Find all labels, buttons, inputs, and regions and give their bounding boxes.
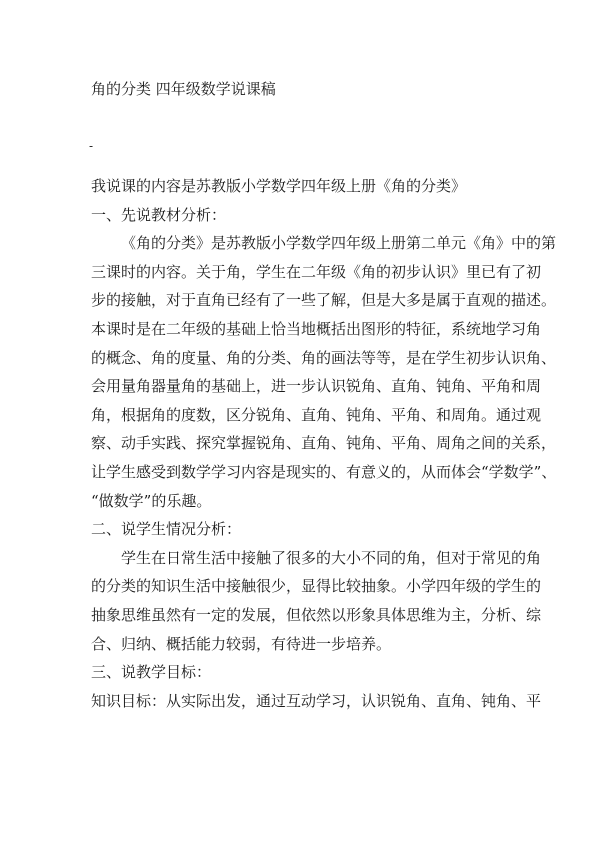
- paragraph-line: 角，根据角的度数，区分锐角、直角、钝角、平角、和周角。通过观: [91, 405, 542, 424]
- document-title: 角的分类 四年级数学说课稿: [91, 80, 276, 98]
- paragraph-line: 的分类的知识生活中接触很少，显得比较抽象。小学四年级的学生的: [91, 577, 542, 596]
- paragraph-line: 的概念、角的度量、角的分类、角的画法等等，是在学生初步认识角、: [91, 348, 557, 367]
- paragraph-textbook-analysis: [91, 229, 557, 515]
- paragraph-line: 抽象思维虽然有一定的发展，但依然以形象具体思维为主，分析、综: [91, 605, 542, 624]
- paragraph-line: 合、归纳、概括能力较弱，有待进一步培养。: [91, 634, 392, 653]
- section-heading-student-analysis: 二、说学生情况分析：: [91, 520, 242, 539]
- paragraph-line: 知识目标：从实际出发，通过互动学习，认识锐角、直角、钝角、平: [91, 691, 542, 710]
- paragraph-student-analysis: [91, 544, 542, 658]
- paragraph-teaching-goals: [91, 687, 542, 716]
- paragraph-line: 本课时是在二年级的基础上恰当地概括出图形的特征，系统地学习角: [91, 319, 542, 338]
- section-heading-teaching-goals: 三、说教学目标：: [91, 663, 212, 682]
- paragraph-line: 让学生感受到数学学习内容是现实的、有意义的，从而体会“学数学”、: [91, 462, 557, 481]
- paragraph-line: 会用量角器量角的基础上，进一步认识锐角、直角、钝角、平角和周: [91, 377, 542, 396]
- paragraph-line: 步的接触，对于直角已经有了一些了解，但是大多是属于直观的描述。: [91, 291, 557, 310]
- intro-line: 我说课的内容是苏教版小学数学四年级上册《角的分类》: [91, 177, 467, 195]
- paragraph-line: 学生在日常生活中接触了很多的大小不同的角，但对于常见的角: [121, 548, 542, 567]
- section-heading-textbook-analysis: 一、先说教材分析：: [91, 205, 227, 224]
- paragraph-line: “做数学”的乐趣。: [91, 491, 212, 510]
- document-body: [91, 172, 557, 715]
- separator-mark: -: [89, 139, 94, 153]
- paragraph-line: 《角的分类》是苏教版小学数学四年级上册第二单元《角》中的第: [121, 234, 557, 253]
- paragraph-line: 察、动手实践、探究掌握锐角、直角、钝角、平角、周角之间的关系，: [91, 434, 557, 453]
- paragraph-line: 三课时的内容。关于角，学生在二年级《角的初步认识》里已有了初: [91, 262, 542, 281]
